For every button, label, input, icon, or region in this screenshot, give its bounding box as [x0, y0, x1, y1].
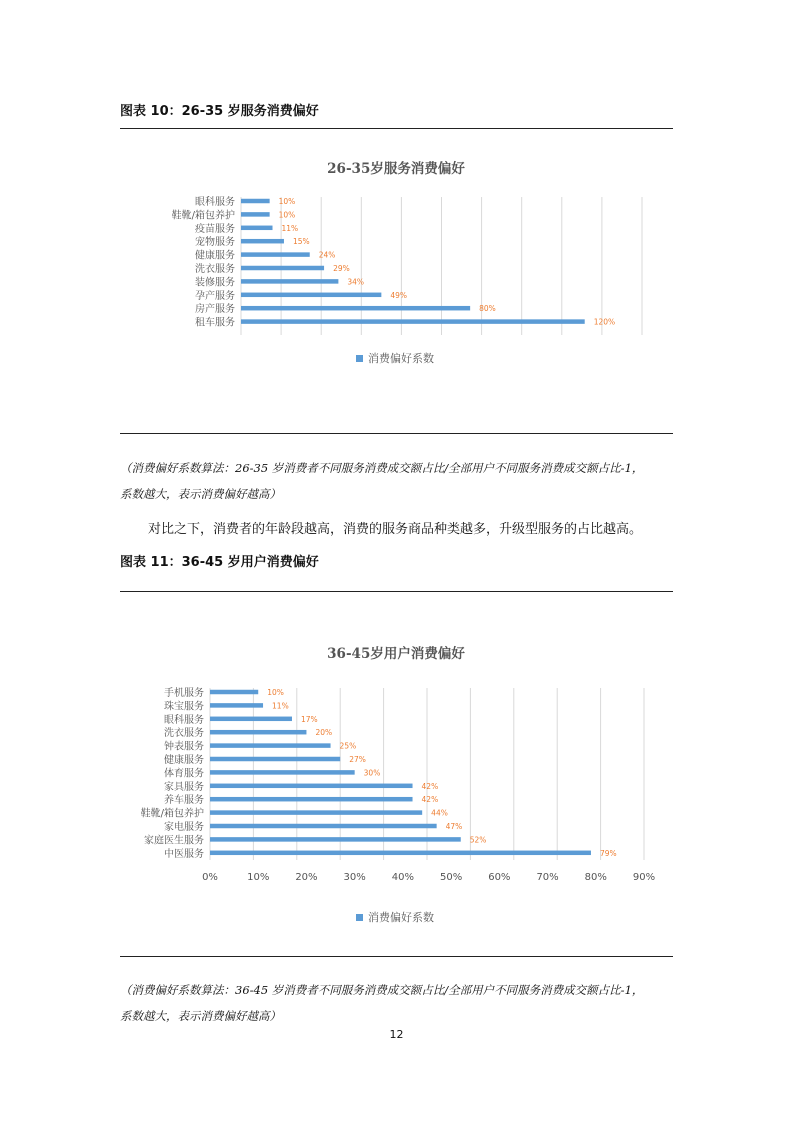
chart-0-category-label: 疫苗服务 — [195, 223, 235, 235]
page-number: 12 — [389, 1028, 404, 1041]
chart-1-bar — [210, 770, 355, 775]
chart-0-bar — [241, 252, 310, 257]
chart-1-category-label: 健康服务 — [164, 755, 204, 766]
chart-1-x-tick-label: 90% — [632, 872, 656, 883]
chart-0-category-label: 装修服务 — [195, 277, 235, 289]
chart-1-category-label: 中医服务 — [164, 848, 204, 860]
chart-0-data-label: 34% — [347, 277, 365, 287]
chart-0-category-label: 房产服务 — [195, 304, 235, 316]
chart-0-data-label: 80% — [479, 304, 496, 314]
chart-1-bar — [210, 851, 591, 856]
chart-1-x-tick-label: 10% — [247, 872, 270, 883]
chart-1-x-tick-label: 20% — [295, 872, 318, 883]
chart-1-x-tick-label: 30% — [343, 872, 366, 883]
chart-1-bar — [210, 717, 292, 722]
chart-0-bar — [241, 212, 270, 217]
figure-11-bottom-rule — [120, 956, 673, 957]
chart-1-title: 36-45岁用户消费偏好 — [327, 646, 465, 662]
chart-1-data-label: 30% — [363, 768, 381, 778]
figure-11-note — [120, 977, 680, 1029]
chart-1-category-label: 鞋靴/箱包养护 — [140, 808, 204, 820]
chart-1-data-label: 42% — [421, 795, 439, 805]
chart-0-category-label: 孕产服务 — [195, 290, 235, 302]
chart-1-category-label: 珠宝服务 — [164, 701, 204, 713]
chart-36-45 — [120, 592, 673, 954]
chart-1-data-label: 42% — [421, 781, 439, 791]
chart-1-data-label: 25% — [339, 741, 357, 751]
figure-10-note-line-1: （消费偏好系数算法：26-35 岁消费者不同服务消费成交额占比/全部用户不同服务消费成交额占比-1， — [120, 461, 644, 475]
figure-10-note — [120, 455, 680, 507]
chart-0-bar — [241, 199, 270, 204]
chart-1-bar — [210, 837, 461, 842]
chart-0-legend-swatch — [356, 355, 363, 362]
chart-1-data-label: 11% — [272, 701, 289, 711]
chart-1-category-label: 体育服务 — [164, 768, 204, 780]
chart-0-bar — [241, 279, 338, 284]
chart-1-category-label: 家具服务 — [164, 781, 204, 793]
chart-1-category-label: 手机服务 — [164, 688, 204, 699]
chart-1-legend-label: 消费偏好系数 — [368, 911, 434, 924]
chart-1-category-label: 家电服务 — [164, 822, 204, 833]
chart-0-data-label: 10% — [278, 197, 296, 206]
chart-0-data-label: 15% — [292, 237, 310, 247]
figure-11-note-line-2: 系数越大，表示消费偏好越高） — [120, 1009, 281, 1023]
chart-0-title: 26-35岁服务消费偏好 — [327, 161, 465, 177]
chart-0-data-label: 49% — [390, 290, 408, 300]
chart-1-bar — [210, 810, 422, 815]
chart-0-bar — [241, 239, 284, 244]
chart-0-bar — [241, 319, 585, 324]
figure-10-note-line-2: 系数越大，表示消费偏好越高） — [120, 487, 281, 501]
chart-1-data-label: 10% — [267, 688, 284, 697]
chart-1-x-tick-label: 80% — [584, 872, 607, 883]
chart-1-bar — [210, 757, 340, 762]
chart-0-bar — [241, 226, 273, 231]
chart-0-bar — [241, 306, 470, 311]
chart-0-category-label: 眼科服务 — [195, 197, 235, 208]
chart-1-data-label: 44% — [431, 808, 448, 818]
chart-1-bar — [210, 784, 413, 789]
chart-26-35 — [120, 129, 673, 431]
chart-1-data-label: 79% — [599, 848, 617, 858]
chart-0-category-label: 洗衣服务 — [195, 264, 235, 275]
chart-0-data-label: 10% — [278, 210, 296, 220]
chart-1-category-label: 钟表服务 — [164, 741, 204, 753]
chart-1-data-label: 52% — [469, 835, 487, 845]
chart-1-bar — [210, 743, 331, 748]
chart-26-35-container — [120, 129, 673, 431]
chart-0-bar — [241, 293, 381, 298]
chart-1-x-tick-label: 40% — [391, 872, 415, 883]
chart-1-x-tick-label: 60% — [488, 872, 511, 883]
figure-11-note-line-1: （消费偏好系数算法：36-45 岁消费者不同服务消费成交额占比/全部用户不同服务消费成交额占比-1， — [120, 983, 644, 997]
chart-0-data-label: 24% — [318, 250, 336, 260]
chart-0-data-label: 29% — [333, 264, 350, 273]
chart-1-x-tick-label: 70% — [536, 872, 559, 883]
chart-1-category-label: 眼科服务 — [164, 714, 204, 726]
chart-0-bar — [241, 266, 324, 271]
chart-1-legend-swatch — [356, 914, 363, 921]
chart-0-data-label: 120% — [593, 317, 616, 327]
chart-0-category-label: 健康服务 — [195, 250, 235, 262]
chart-0-category-label: 租车服务 — [195, 317, 235, 329]
chart-1-data-label: 47% — [445, 822, 463, 831]
chart-36-45-container — [120, 592, 673, 954]
body-paragraph: 对比之下，消费者的年龄段越高，消费的服务商品种类越多，升级型服务的占比越高。 — [148, 522, 643, 537]
chart-0-category-label: 宠物服务 — [195, 237, 235, 249]
chart-1-bar — [210, 730, 306, 735]
figure-10-bottom-rule — [120, 433, 673, 434]
chart-1-data-label: 27% — [349, 755, 366, 764]
chart-1-bar — [210, 824, 437, 829]
chart-1-x-tick-label: 0% — [202, 872, 218, 883]
chart-1-data-label: 20% — [315, 728, 333, 738]
chart-0-data-label: 11% — [281, 223, 299, 233]
chart-1-bar — [210, 703, 263, 708]
chart-1-x-tick-label: 50% — [439, 872, 463, 883]
chart-1-category-label: 家庭医生服务 — [144, 835, 204, 847]
chart-1-bar — [210, 797, 413, 802]
figure-10-caption: 图表 10：26-35 岁服务消费偏好 — [120, 104, 319, 119]
chart-1-category-label: 养车服务 — [164, 795, 204, 807]
figure-11-caption: 图表 11：36-45 岁用户消费偏好 — [120, 555, 319, 570]
chart-1-category-label: 洗衣服务 — [164, 728, 204, 740]
chart-1-data-label: 17% — [300, 714, 318, 724]
chart-0-legend-label: 消费偏好系数 — [368, 352, 434, 365]
chart-1-bar — [210, 690, 258, 695]
chart-0-category-label: 鞋靴/箱包养护 — [171, 210, 235, 222]
